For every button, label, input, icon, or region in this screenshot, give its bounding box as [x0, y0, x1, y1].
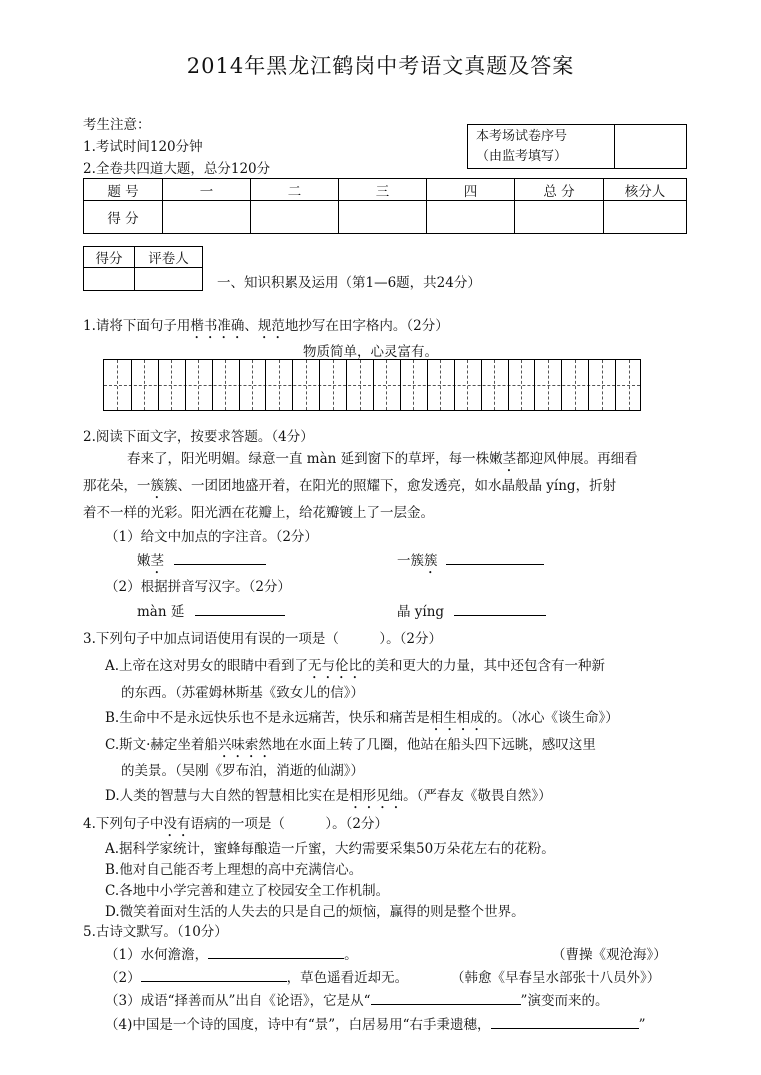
answer-blank[interactable] — [491, 1016, 639, 1029]
score-header-total: 总 分 — [515, 179, 604, 201]
q5-s4-pre: （4)中国是一个诗的国度，诗中有“景”，白居易用“右手秉遗穗， — [105, 1017, 491, 1033]
q5-s3-post: ”演变而来的。 — [520, 993, 609, 1009]
q5-s1-post: 。 — [344, 947, 358, 963]
q3-option-c — [105, 733, 596, 761]
q2-sub1a-pre: 嫩 — [137, 553, 151, 569]
grid-line — [319, 360, 320, 410]
seat-label-1: 本考场试卷序号 — [476, 128, 568, 144]
q5-s4-post: ” — [638, 1017, 646, 1033]
grid-line — [373, 360, 374, 410]
grid-guide-line — [252, 360, 253, 410]
q1-stem-post: 地抄写在田字格内。（2分） — [284, 318, 449, 334]
q5-s2-post: ，草色遥看近却无。 — [286, 970, 409, 986]
q2-passage-line-2 — [83, 474, 616, 502]
grid-line — [158, 360, 159, 410]
q4-option-d: D.微笑着面对生活的人失去的只是自己的烦恼，赢得的则是整个世界。 — [105, 904, 525, 920]
grid-line — [185, 360, 186, 410]
q2-sub-1: （1）给文中加点的字注音。（2分） — [105, 529, 318, 545]
q3-b-post: 的。（冰心《谈生命》） — [483, 710, 619, 726]
grid-line — [265, 360, 266, 410]
q5-s3-pre: （3）成语“择善而从”出自《论语》，它是从“ — [105, 993, 371, 1009]
q5-item-1-source: （曹操《观沧海》） — [552, 947, 667, 963]
grid-guide-line — [225, 360, 226, 410]
grader-score-cell[interactable] — [84, 268, 135, 291]
q4-option-a: A.据科学家统计，蜜蜂每酿造一斤蜜，大约需要采集50万朵花左右的花粉。 — [105, 841, 555, 857]
grid-guide-line — [413, 360, 414, 410]
grid-line — [131, 360, 132, 410]
score-row-label: 得 分 — [84, 201, 163, 234]
grid-guide-line — [602, 360, 603, 410]
score-cell[interactable] — [163, 201, 251, 234]
score-cell[interactable] — [515, 201, 604, 234]
grid-line — [508, 360, 509, 410]
q2-sub2a-label: màn 延 — [137, 604, 185, 620]
q2-sub1b-dot: 簇 — [424, 553, 438, 569]
grid-guide-line — [279, 360, 280, 410]
q3-c-dot: 兴味索然 — [217, 737, 272, 753]
grid-line — [534, 360, 535, 410]
score-header-2: 二 — [251, 179, 339, 201]
score-header-label: 题 号 — [84, 179, 163, 201]
q3-c-pre: C.斯文·赫定坐着船 — [105, 737, 218, 753]
q3-a-pre: A.上帝在这对男女的眼睛中看到了 — [105, 658, 309, 674]
q2-sub-1-b — [397, 549, 544, 577]
score-cell[interactable] — [427, 201, 515, 234]
q1-sentence: 物质简单，心灵富有。 — [303, 344, 438, 360]
grid-line — [292, 360, 293, 410]
grid-guide-line — [198, 360, 199, 410]
grid-line — [346, 360, 347, 410]
grader-table — [83, 246, 203, 291]
grid-line — [454, 360, 455, 410]
q5-stem: 5.古诗文默写。（10分） — [83, 924, 228, 940]
q5-item-2 — [105, 966, 408, 986]
q2-sub-1-a — [137, 549, 266, 577]
q3-option-c-cont: 的美景。（吴刚《罗布泊，消逝的仙湖》） — [121, 763, 364, 779]
q3-a-dot: 无与伦比 — [308, 658, 363, 674]
q4-stem — [83, 812, 388, 840]
grid-guide-line — [494, 360, 495, 410]
q3-option-a — [105, 654, 605, 682]
q4-stem-dot: 没有 — [163, 816, 191, 832]
grid-guide-line — [306, 360, 307, 410]
grid-line — [212, 360, 213, 410]
q5-s2-pre: （2） — [105, 970, 141, 986]
q1-stem-pre: 1.请将下面句子用 — [83, 318, 191, 334]
tianzige-grid[interactable] — [103, 359, 641, 411]
grid-line — [561, 360, 562, 410]
grid-line — [239, 360, 240, 410]
q3-stem: 3.下列句子中加点词语使用有误的一项是（ ）。（2分） — [83, 631, 442, 647]
seat-number-box — [467, 124, 687, 169]
q2-p2-dotted: 簇 — [150, 478, 164, 494]
q3-d-pre: D.人类的智慧与大自然的智慧相比实在是 — [105, 788, 350, 804]
score-header-1: 一 — [163, 179, 251, 201]
answer-blank[interactable] — [195, 603, 285, 616]
q1-stem-mid: 、 — [244, 318, 258, 334]
q3-option-b — [105, 706, 619, 734]
q1-stem-dotted-2: 规范 — [257, 318, 285, 334]
score-table — [83, 178, 687, 234]
grader-score-label: 得分 — [84, 247, 135, 268]
q5-s1-pre: （1）水何澹澹， — [105, 947, 209, 963]
q5-item-4 — [105, 1013, 645, 1033]
grid-guide-line — [360, 360, 361, 410]
q2-p1-dotted: 茎 — [502, 451, 517, 467]
q3-d-post: 。（严春友《敬畏自然》） — [403, 788, 552, 804]
grid-guide-line — [629, 360, 630, 410]
grid-guide-line — [171, 360, 172, 410]
notice-line-1: 1.考试时间120分钟 — [83, 139, 203, 155]
answer-blank[interactable] — [208, 946, 344, 959]
q2-sub-2-a — [137, 600, 285, 620]
score-header-checker: 核分人 — [604, 179, 687, 201]
grid-guide-line — [144, 360, 145, 410]
seat-label-2: （由监考填写） — [476, 148, 568, 164]
q1-stem — [83, 314, 449, 342]
notice-heading: 考生注意： — [83, 117, 151, 133]
grader-name-label: 评卷人 — [135, 247, 203, 268]
grid-guide-line — [575, 360, 576, 410]
q3-a-post: 的美和更大的力量，其中还包含有一种新 — [362, 658, 606, 674]
q2-p1-text: 春来了，阳光明媚。绿意一直 màn 延到窗下的草坪，每一株嫩 — [127, 451, 503, 467]
grid-guide-line — [386, 360, 387, 410]
answer-blank[interactable] — [371, 992, 521, 1005]
grid-line — [400, 360, 401, 410]
q2-sub1b-pre: 一簇 — [397, 553, 424, 569]
score-cell[interactable] — [604, 201, 687, 234]
score-cell[interactable] — [339, 201, 427, 234]
score-header-3: 三 — [339, 179, 427, 201]
grid-guide-line — [333, 360, 334, 410]
grader-name-cell[interactable] — [135, 268, 203, 291]
q4-option-c: C.各地中小学完善和建立了校园安全工作机制。 — [105, 883, 390, 899]
q5-item-3 — [105, 989, 608, 1009]
q2-sub-2: （2）根据拼音写汉字。（2分） — [105, 579, 291, 595]
grid-guide-line — [440, 360, 441, 410]
answer-blank[interactable] — [454, 603, 546, 616]
q2-p1-text-2: 都迎风伸展。再细看 — [516, 451, 638, 467]
grid-guide-line — [521, 360, 522, 410]
grid-line — [427, 360, 428, 410]
q3-b-pre: B.生命中不是永远快乐也不是永远痛苦，快乐和痛苦是 — [105, 710, 430, 726]
q2-sub-2-b — [397, 600, 546, 620]
grid-line — [615, 360, 616, 410]
q2-sub1a-dot: 茎 — [150, 553, 164, 569]
q4-option-b: B.他对自己能否考上理想的高中充满信心。 — [105, 862, 363, 878]
answer-blank[interactable] — [141, 969, 287, 982]
q1-stem-dotted: 楷书准确 — [190, 318, 245, 334]
q2-p2-text-2: 簇、一团团地盛开着，在阳光的照耀下，愈发透亮，如水晶般晶 yíng，折射 — [164, 478, 617, 494]
q2-stem: 2.阅读下面文字，按要求答题。（4分） — [83, 429, 314, 445]
q2-passage-line-3: 着不一样的光彩。阳光洒在花瓣上，给花瓣镀上了一层金。 — [83, 505, 434, 521]
seat-number-field[interactable] — [615, 125, 687, 169]
page-title: 2014年黑龙江鹤岗中考语文真题及答案 — [186, 54, 575, 78]
grid-line — [481, 360, 482, 410]
q3-b-dot: 相生相成 — [429, 710, 484, 726]
score-header-4: 四 — [427, 179, 515, 201]
q5-item-1 — [105, 943, 358, 963]
grid-guide-line — [467, 360, 468, 410]
answer-blank[interactable] — [446, 552, 544, 565]
q3-d-dot: 相形见绌 — [349, 788, 404, 804]
q3-c-post: 地在水面上转了几圈，他站在船头四下远眺，感叹这里 — [271, 737, 596, 753]
notice-line-2: 2.全卷共四道大题，总分120分 — [83, 161, 271, 177]
q2-sub2b-label: 晶 yíng — [397, 604, 445, 620]
q2-passage-line-1 — [127, 447, 638, 475]
grid-line — [588, 360, 589, 410]
answer-blank[interactable] — [174, 552, 266, 565]
section-1-heading: 一、知识积累及运用（第1—6题，共24分） — [217, 275, 481, 291]
q2-p2-text: 那花朵，一 — [83, 478, 151, 494]
q5-item-2-source: （韩愈《早春呈水部张十八员外》） — [451, 970, 661, 986]
q4-stem-pre: 4.下列句子中 — [83, 816, 164, 832]
q3-option-a-cont: 的东西。（苏霍姆林斯基《致女儿的信》） — [121, 685, 364, 701]
q4-stem-post: 语病的一项是（ ）。（2分） — [190, 816, 388, 832]
grid-guide-line — [117, 360, 118, 410]
grid-guide-line — [548, 360, 549, 410]
q3-option-d — [105, 784, 552, 812]
score-cell[interactable] — [251, 201, 339, 234]
